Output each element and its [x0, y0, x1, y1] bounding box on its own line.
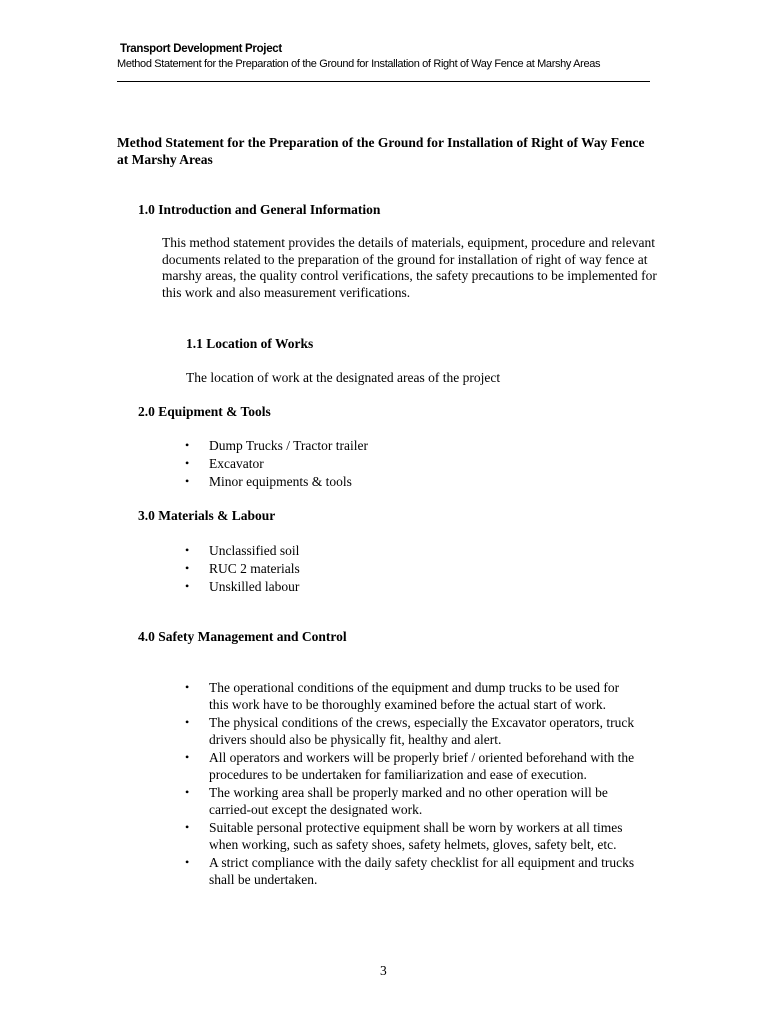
list-item: • The working area shall be properly marked and no other operation will be carried-out except the designated work.: [185, 785, 608, 817]
bullet-icon: •: [185, 785, 190, 799]
bullet-icon: •: [185, 474, 190, 488]
list-item: • A strict compliance with the daily safety checklist for all equipment and trucks shall be undertaken.: [185, 855, 635, 887]
safety-list: [185, 679, 640, 889]
section-equipment-heading: 2.0 Equipment & Tools: [138, 404, 271, 419]
bullet-icon: •: [185, 820, 190, 834]
bullet-icon: •: [185, 750, 190, 764]
list-item: • Minor equipments & tools: [185, 474, 352, 489]
section-materials-heading: 3.0 Materials & Labour: [138, 508, 276, 523]
list-item: • The operational conditions of the equipment and dump trucks to be used for this work have to be thoroughly examined before the actual start of work.: [185, 680, 620, 712]
bullet-icon: •: [185, 543, 190, 557]
bullet-icon: •: [185, 680, 190, 694]
list-item: • All operators and workers will be properly brief / oriented beforehand with the procedures to be undertaken for familiarization and ease of execution.: [185, 750, 635, 782]
list-item: • Excavator: [185, 456, 264, 471]
header-subtitle: Method Statement for the Preparation of the Ground for Installation of Right of Way Fence at Marshy Areas: [117, 58, 601, 70]
page-number: 3: [380, 963, 387, 978]
section-safety-heading: 4.0 Safety Management and Control: [138, 629, 347, 644]
list-item: • Dump Trucks / Tractor trailer: [185, 438, 369, 453]
bullet-icon: •: [185, 456, 190, 470]
document-title: Method Statement for the Preparation of the Ground for Installation of Right of Way Fence at Marshy Areas: [117, 135, 645, 167]
section-location-body: The location of work at the designated areas of the project: [186, 370, 501, 385]
bullet-icon: •: [185, 855, 190, 869]
section-intro-body: This method statement provides the details of materials, equipment, procedure and relevant documents related to the preparation of the ground for installation of right of way fence at marshy areas, the quality control verifications, the safety precautions to be implemented for this work and also measurement verifications.: [162, 235, 657, 300]
header-divider: [117, 81, 650, 82]
section-location-heading: 1.1 Location of Works: [186, 336, 314, 351]
bullet-icon: •: [185, 561, 190, 575]
bullet-icon: •: [185, 715, 190, 729]
list-item: • The physical conditions of the crews, especially the Excavator operators, truck drivers should also be physically fit, healthy and alert.: [185, 715, 635, 747]
list-item: • RUC 2 materials: [185, 561, 300, 576]
bullet-icon: •: [185, 438, 190, 452]
list-item: • Unskilled labour: [185, 579, 300, 594]
materials-list: [185, 542, 640, 596]
header-project-title: Transport Development Project: [120, 43, 282, 55]
list-item: • Unclassified soil: [185, 543, 300, 558]
section-intro-heading: 1.0 Introduction and General Information: [138, 202, 381, 217]
list-item: • Suitable personal protective equipment shall be worn by workers at all times when working, such as safety shoes, safety helmets, gloves, safety belt, etc.: [185, 820, 623, 852]
bullet-icon: •: [185, 579, 190, 593]
equipment-list: [185, 437, 640, 491]
